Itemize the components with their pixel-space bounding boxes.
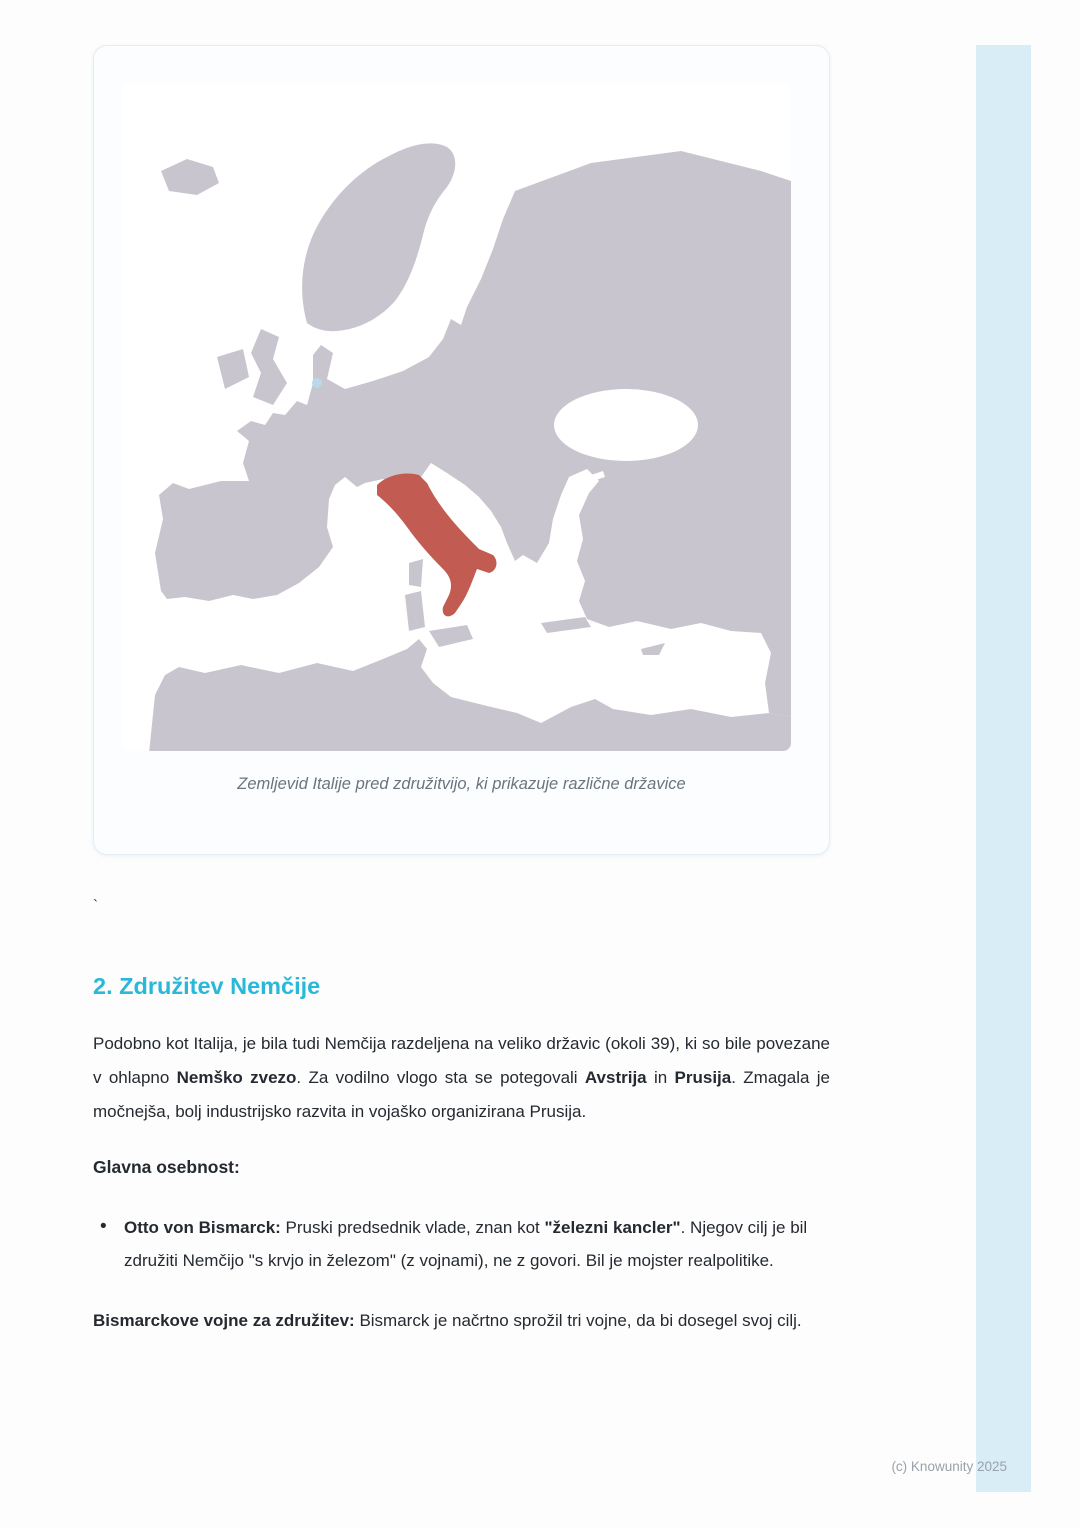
bullet-text: Otto von Bismarck: Pruski predsednik vlade, znan kot "železni kancler". Njegov cilj je bil združiti Nemčijo "s krvjo in železom" (z vojnami), ne z govori. Bil je mojster realpolitike. [124, 1218, 808, 1270]
stray-character: ` [93, 897, 98, 914]
europe-map-image [121, 83, 791, 751]
accent-strip [976, 45, 1031, 1492]
map-caption: Zemljevid Italije pred združitvijo, ki prikazuje različne državice [237, 775, 686, 793]
figure-card [93, 45, 830, 855]
map-lake-detail [312, 378, 322, 388]
bullet-item [100, 1211, 830, 1277]
map-corsica [409, 559, 423, 587]
subheading: Glavna osebnost: [93, 1157, 240, 1177]
bullet-list [93, 1211, 830, 1277]
map-black-sea [554, 389, 698, 461]
intro-paragraph: Podobno kot Italija, je bila tudi Nemčija razdeljena na veliko državic (okoli 39), ki so bile povezane v ohlapno Nemško zvezo. Za vodilno vlogo sta se potegovali Avstrija in Prusija. Zmagala je močnejša, bolj industrijsko razvita in vojaško organizirana Prusija. [93, 1034, 830, 1121]
footer-credit: (c) Knowunity 2025 [891, 1459, 1007, 1474]
closing-paragraph: Bismarckove vojne za združitev: Bismarck je načrtno sprožil tri vojne, da bi dosegel svoj cilj. [93, 1311, 802, 1330]
map-container [121, 83, 791, 751]
section-heading: 2. Združitev Nemčije [93, 973, 321, 999]
content-area [93, 855, 830, 1338]
bullet-marker: • [100, 1216, 107, 1237]
